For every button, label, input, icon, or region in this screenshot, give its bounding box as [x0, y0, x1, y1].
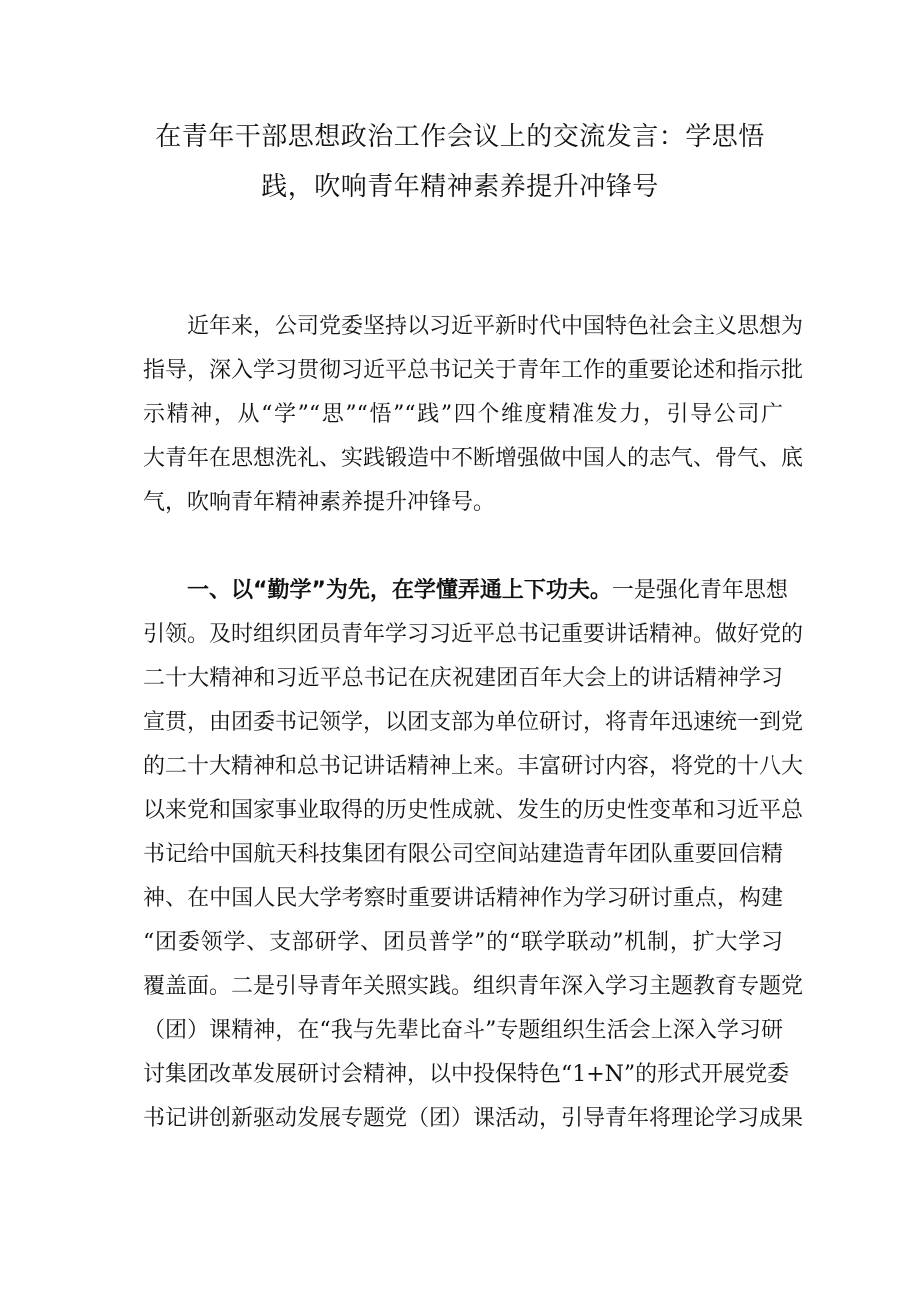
intro-line: 气，吹响青年精神素养提升冲锋号。	[143, 490, 496, 515]
paragraph-spacer	[143, 525, 783, 569]
section-1-first-line	[143, 569, 788, 613]
section-1-line: （团）课精神，在“我与先辈比奋斗”专题组织生活会上深入学习研	[143, 1018, 783, 1043]
intro-line: 指导，深入学习贯彻习近平总书记关于青年工作的重要论述和指示批	[143, 358, 804, 383]
section-1-line: 二十大精神和习近平总书记在庆祝建团百年大会上的讲话精神学习	[143, 666, 783, 691]
section-1-line: 覆盖面。二是引导青年关照实践。组织青年深入学习主题教育专题党	[143, 974, 804, 999]
document-title	[130, 112, 790, 212]
section-1-line: 的二十大精神和总书记讲话精神上来。丰富研讨内容，将党的十八大	[143, 754, 804, 779]
section-1-line: “团委领学、支部研学、团员普学”的“联学联动”机制，扩大学习	[143, 930, 783, 955]
section-1-heading: 一、以“勤学”为先，在学懂弄通上下功夫。	[187, 578, 612, 603]
title-line-1: 在青年干部思想政治工作会议上的交流发言：学思悟	[155, 122, 765, 152]
intro-line: 大青年在思想洗礼、实践锻造中不断增强做中国人的志气、骨气、底	[143, 446, 804, 471]
section-1-line: 以来党和国家事业取得的历史性成就、发生的历史性变革和习近平总	[143, 798, 804, 823]
section-1-line: 宣贯，由团委书记领学，以团支部为单位研讨，将青年迅速统一到党	[143, 710, 804, 735]
section-1-line: 书记讲创新驱动发展专题党（团）课活动，引导青年将理论学习成果	[143, 1106, 804, 1131]
section-1-line: 书记给中国航天科技集团有限公司空间站建造青年团队重要回信精	[143, 842, 783, 867]
section-1-line: 引领。及时组织团员青年学习习近平总书记重要讲话精神。做好党的	[143, 622, 804, 647]
section-1-line: 神、在中国人民大学考察时重要讲话精神作为学习研讨重点，构建	[143, 886, 783, 911]
intro-paragraph	[143, 305, 804, 525]
document-body	[143, 305, 804, 1141]
section-1-paragraph	[143, 569, 804, 1141]
section-1-line: 讨集团改革发展研讨会精神，以中投保特色“1+N”的形式开展党委	[143, 1062, 790, 1087]
intro-line: 近年来，公司党委坚持以习近平新时代中国特色社会主义思想为	[187, 314, 804, 339]
title-line-2: 践，吹响青年精神素养提升冲锋号	[261, 172, 659, 202]
section-1-first-line-text: 一是强化青年思想	[611, 578, 788, 603]
intro-line: 示精神，从“学”“思”“悟”“践”四个维度精准发力，引导公司广	[143, 402, 783, 427]
